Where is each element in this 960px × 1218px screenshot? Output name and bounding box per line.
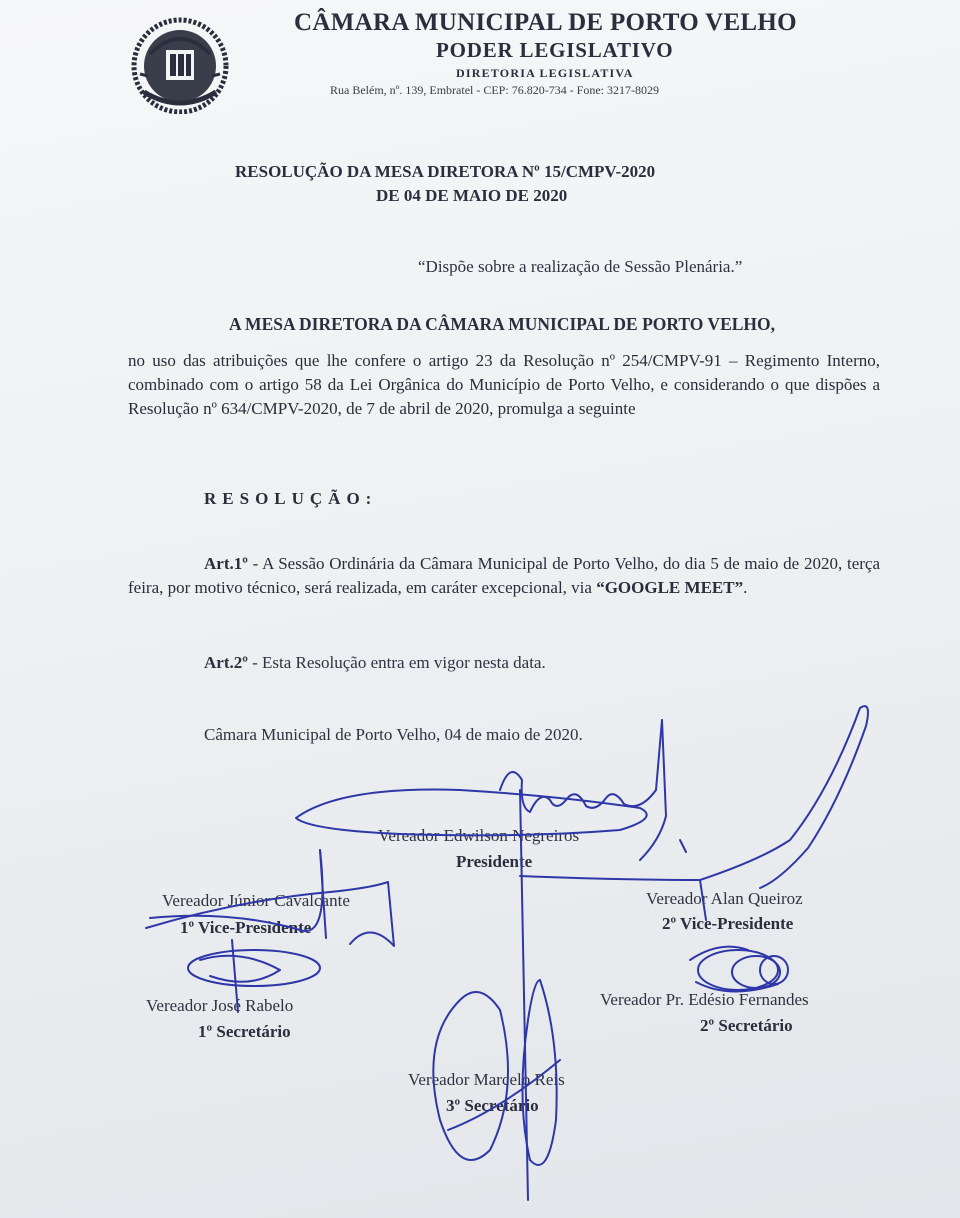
preamble-body: no uso das atribuições que lhe confere o artigo 23 da Resolução nº 254/CMPV-91 – Regimento Interno, combinado com o artigo 58 da Lei Orgânica do Município de Porto Velho, e considerando o que dispões a Resolução nº 634/CMPV-2020, de 7 de abril de 2020, promulga a seguinte xyxy=(128,351,880,418)
municipal-seal-icon xyxy=(126,14,234,114)
signatory-2nd-vp-role: 2º Vice-Presidente xyxy=(662,914,794,933)
signatory-1st-secretary-name: Vereador José Rabelo xyxy=(146,996,294,1015)
article-1-text: - A Sessão Ordinária da Câmara Municipal de Porto Velho, do dia 5 de maio de 2020, terça feira, por motivo técnico, será realizada, em caráter excepcional, via xyxy=(128,554,880,597)
org-name: CÂMARA MUNICIPAL DE PORTO VELHO xyxy=(294,9,797,36)
signatory-3rd-secretary-role: 3º Secretário xyxy=(446,1096,539,1115)
article-2-text: - Esta Resolução entra em vigor nesta data. xyxy=(247,653,546,672)
signatory-3rd-secretary-name: Vereador Marcelo Reis xyxy=(408,1070,565,1089)
address-line: Rua Belém, nº. 139, Embratel - CEP: 76.820-734 - Fone: 3217-8029 xyxy=(330,83,660,97)
preamble-heading: A MESA DIRETORA DA CÂMARA MUNICIPAL DE PORTO VELHO, xyxy=(229,314,776,334)
section-heading: RESOLUÇÃO: xyxy=(204,489,378,508)
article-1-label: Art.1º xyxy=(204,554,248,573)
resolution-title: RESOLUÇÃO DA MESA DIRETORA Nº 15/CMPV-2020 xyxy=(235,162,656,181)
signatory-1st-vp-name: Vereador Júnior Cavalcante xyxy=(162,891,350,910)
signature-2nd-secretary xyxy=(690,947,788,992)
branch-name: PODER LEGISLATIVO xyxy=(436,38,674,62)
closing-line: Câmara Municipal de Porto Velho, 04 de maio de 2020. xyxy=(204,725,583,744)
signatory-2nd-secretary-role: 2º Secretário xyxy=(700,1016,793,1035)
article-1-emphasis: “GOOGLE MEET” xyxy=(596,578,744,597)
signatory-2nd-secretary-name: Vereador Pr. Edésio Fernandes xyxy=(600,990,809,1009)
signatory-2nd-vp-name: Vereador Alan Queiroz xyxy=(646,889,803,908)
signatory-1st-vp-role: 1º Vice-Presidente xyxy=(180,918,312,937)
resolution-date: DE 04 DE MAIO DE 2020 xyxy=(376,186,568,205)
ementa: “Dispõe sobre a realização de Sessão Plenária.” xyxy=(418,257,743,276)
signatory-president-name: Vereador Edwilson Negreiros xyxy=(378,826,580,845)
article-2-label: Art.2º xyxy=(204,653,248,672)
article-2 xyxy=(204,651,546,675)
signatory-president-role: Presidente xyxy=(456,852,533,871)
signature-president xyxy=(296,720,666,1200)
department-name: DIRETORIA LEGISLATIVA xyxy=(456,66,634,80)
article-1 xyxy=(128,552,880,600)
preamble-text xyxy=(128,349,880,421)
article-1-tail: . xyxy=(743,578,748,597)
signatory-1st-secretary-role: 1º Secretário xyxy=(198,1022,291,1041)
